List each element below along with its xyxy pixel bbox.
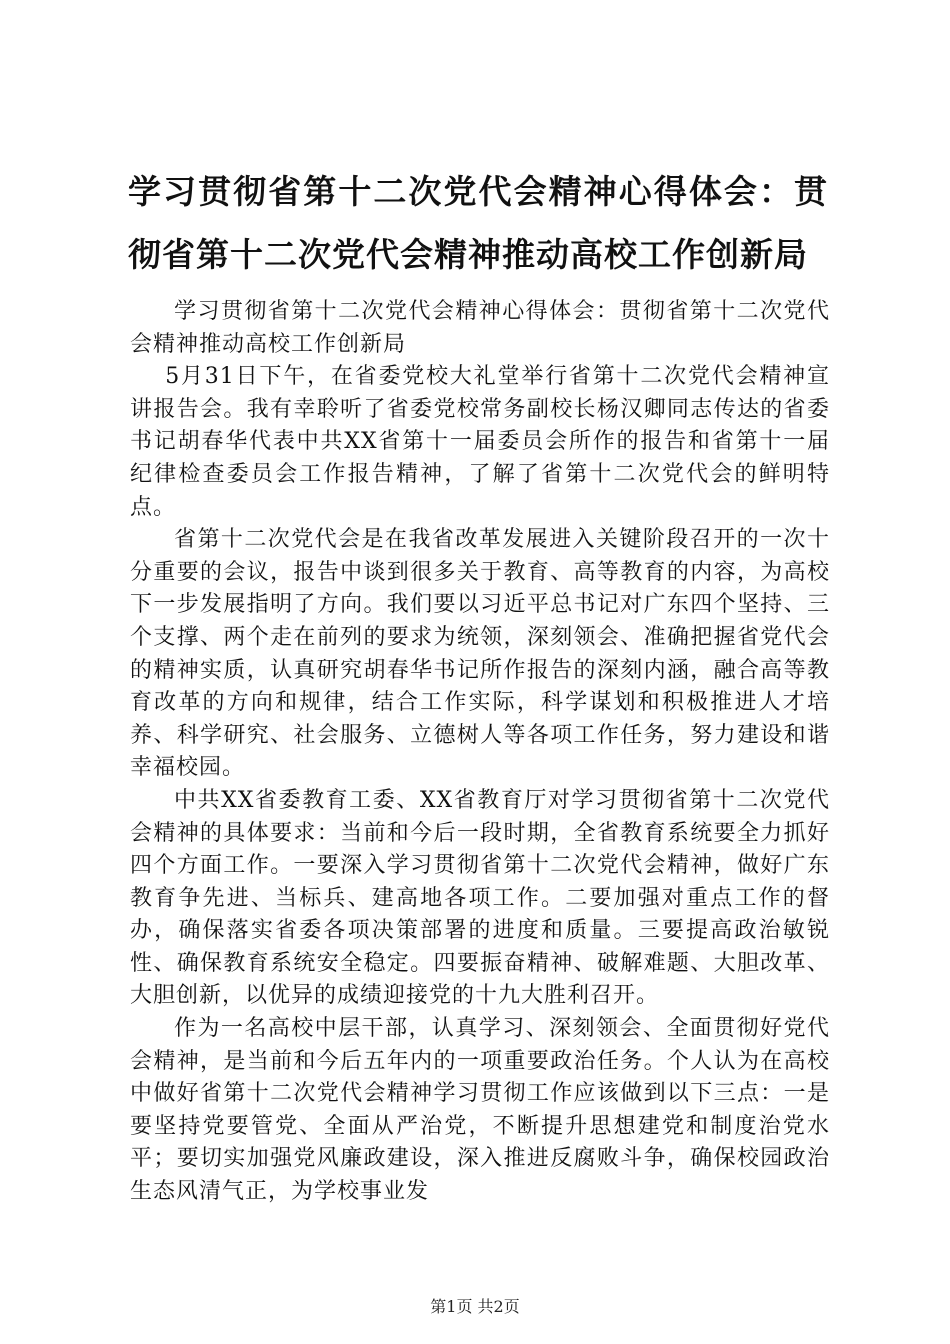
document-body (130, 296, 830, 1209)
paragraph-5: 作为一名高校中层干部，认真学习、深刻领会、全面贯彻好党代会精神，是当前和今后五年内的一项重要政治任务。个人认为在高校中做好省第十二次党代会精神学习贯彻工作应该做到以下三点：一是要坚持党要管党、全面从严治党，不断提升思想建党和制度治党水平；要切实加强党风廉政建设，深入推进反腐败斗争，确保校园政治生态风清气正，为学校事业发 (130, 1016, 830, 1205)
document-title: 学习贯彻省第十二次党代会精神心得体会：贯彻省第十二次党代会精神推动高校工作创新局 (128, 172, 828, 274)
paragraph-3: 省第十二次党代会是在我省改革发展进入关键阶段召开的一次十分重要的会议，报告中谈到很多关于教育、高等教育的内容，为高校下一步发展指明了方向。我们要以习近平总书记对广东四个坚持、三个支撑、两个走在前列的要求为统领，深刻领会、准确把握省党代会的精神实质，认真研究胡春华书记所作报告的深刻内涵，融合高等教育改革的方向和规律，结合工作实际，科学谋划和积极推进人才培养、科学研究、社会服务、立德树人等各项工作任务，努力建设和谐幸福校园。 (130, 527, 830, 781)
paragraph-1: 学习贯彻省第十二次党代会精神心得体会：贯彻省第十二次党代会精神推动高校工作创新局 (130, 299, 830, 357)
paragraph-2: 5月31日下午，在省委党校大礼堂举行省第十二次党代会精神宣讲报告会。我有幸聆听了省委党校常务副校长杨汉卿同志传达的省委书记胡春华代表中共XX省第十一届委员会所作的报告和省第十一届纪律检查委员会工作报告精神，了解了省第十二次党代会的鲜明特点。 (130, 364, 830, 520)
paragraph-4: 中共XX省委教育工委、XX省教育厅对学习贯彻省第十二次党代会精神的具体要求：当前和今后一段时期，全省教育系统要全力抓好四个方面工作。一要深入学习贯彻省第十二次党代会精神，做好广东教育争先进、当标兵、建高地各项工作。二要加强对重点工作的督办，确保落实省委各项决策部署的进度和质量。三要提高政治敏锐性、确保教育系统安全稳定。四要振奋精神、破解难题、大胆改革、大胆创新，以优异的成绩迎接党的十九大胜利召开。 (130, 787, 830, 1009)
page-footer: 第1页 共2页 (430, 1297, 520, 1316)
